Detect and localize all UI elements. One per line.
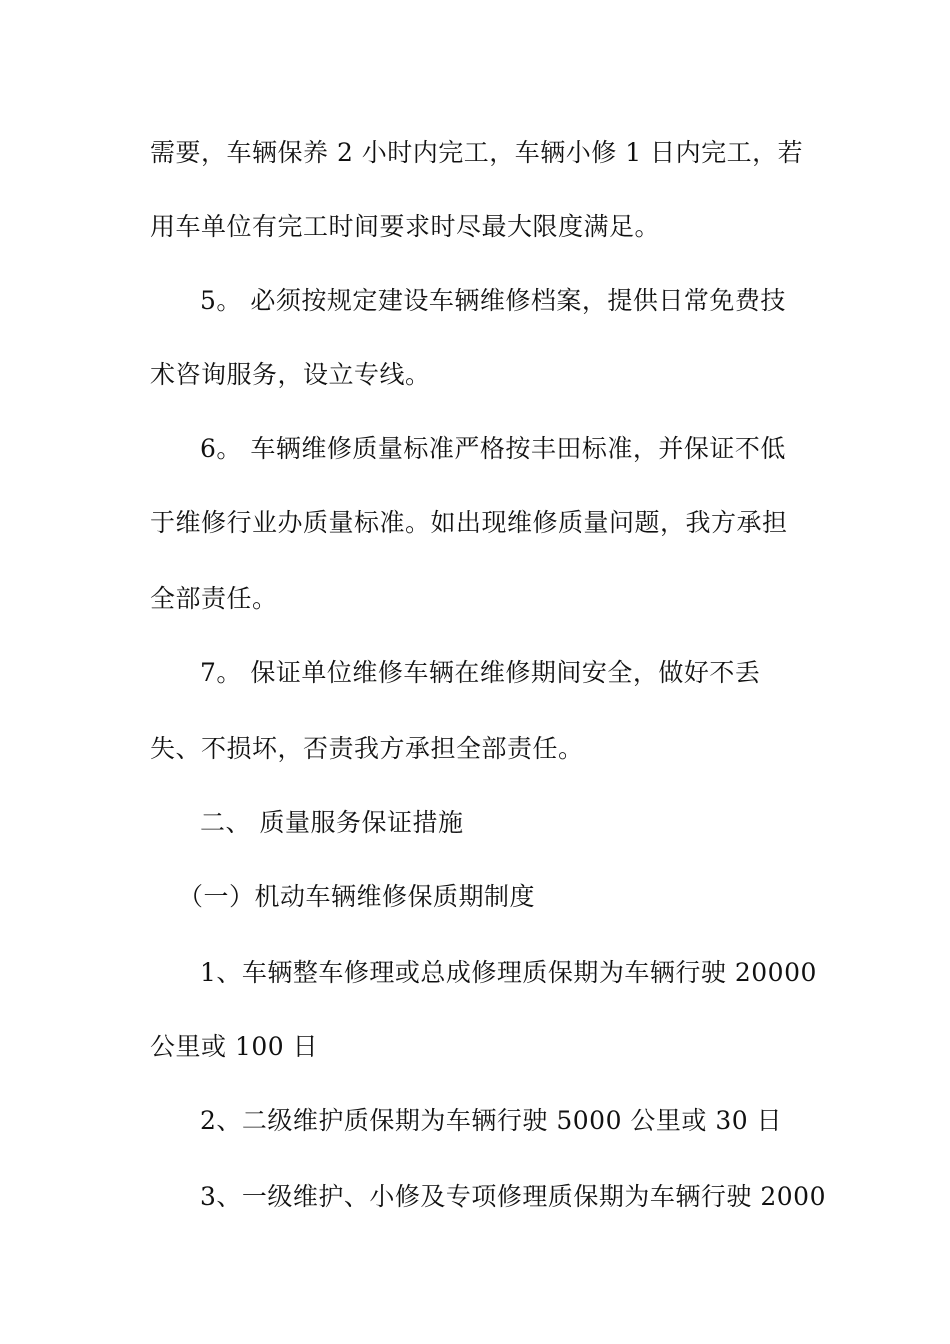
section-heading-2: 二、 质量服务保证措施 (200, 808, 464, 837)
rule-1-line-1: 1、车辆整车修理或总成修理质保期为车辆行驶 20000 (200, 958, 817, 987)
item-6-line-2: 于维修行业办质量标准。如出现维修质量问题，我方承担 (150, 508, 788, 537)
subsection-heading-1: （一）机动车辆维修保质期制度 (178, 882, 536, 911)
item-7-line-1: 7。 保证单位维修车辆在维修期间安全，做好不丢 (200, 658, 761, 687)
item-5-line-1: 5。 必须按规定建设车辆维修档案，提供日常免费技 (200, 286, 786, 315)
item-6-line-1: 6。 车辆维修质量标准严格按丰田标准，并保证不低 (200, 434, 786, 463)
paragraph-line-2: 用车单位有完工时间要求时尽最大限度满足。 (150, 212, 661, 241)
paragraph-line-1: 需要，车辆保养 2 小时内完工，车辆小修 1 日内完工，若 (150, 138, 804, 167)
rule-2-line-1: 2、二级维护质保期为车辆行驶 5000 公里或 30 日 (200, 1106, 783, 1135)
rule-3-line-1: 3、一级维护、小修及专项修理质保期为车辆行驶 2000 (200, 1182, 826, 1211)
item-6-line-3: 全部责任。 (150, 584, 278, 613)
rule-1-line-2: 公里或 100 日 (150, 1032, 319, 1061)
item-7-line-2: 失、不损坏，否责我方承担全部责任。 (150, 734, 584, 763)
item-5-line-2: 术咨询服务，设立专线。 (150, 360, 431, 389)
